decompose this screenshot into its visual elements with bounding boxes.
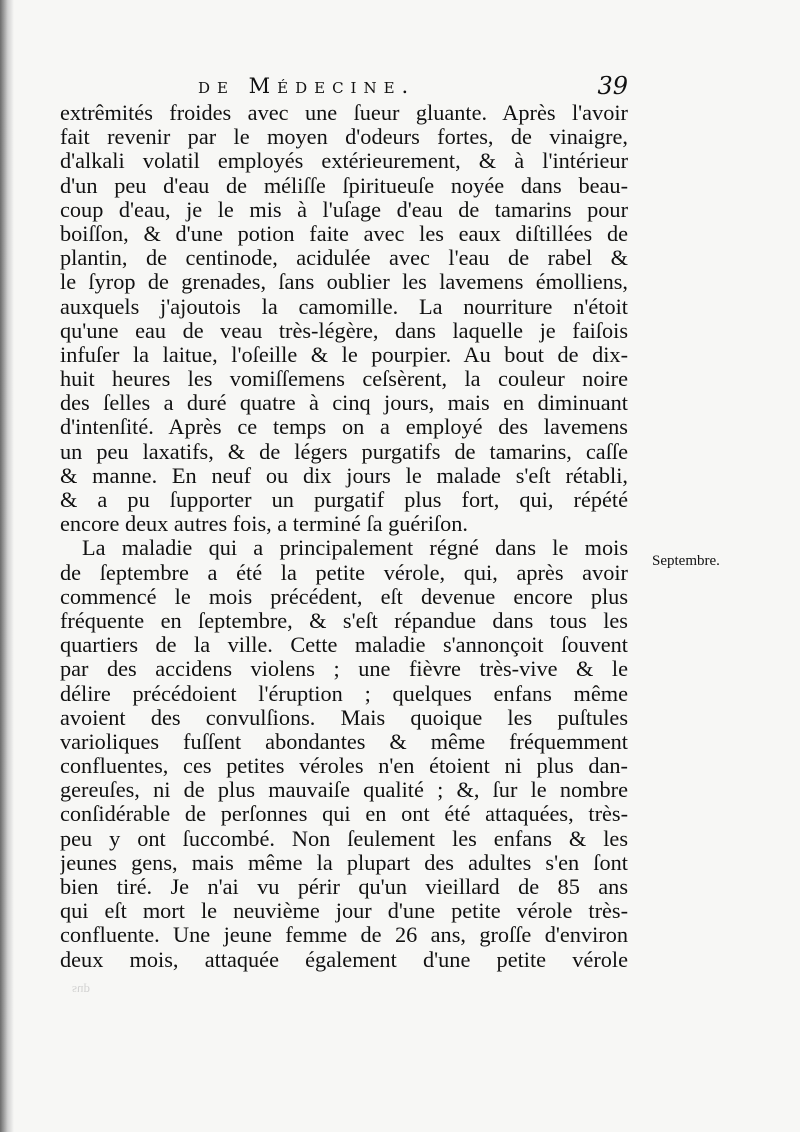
text-line: délire précédoient l'éruption ; quelques enfans même	[60, 681, 628, 706]
text-line: commencé le mois précédent, eſt devenue encore plus	[60, 584, 628, 609]
text-line: confluentes, ces petites véroles n'en étoient ni plus dan-	[60, 754, 628, 779]
text-line: boiſſon, & d'une potion faite avec les eaux diſtillées de	[60, 221, 628, 246]
text-line: de ſeptembre a été la petite vérole, qui, après avoir	[60, 560, 628, 585]
text-line: un peu laxatifs, & de légers purgatifs de tamarins, caſſe	[60, 439, 628, 464]
text-line: deux mois, attaquée également d'une petite vérole	[60, 947, 628, 972]
text-line: extrêmités froides avec une ſueur gluante. Après l'avoir	[60, 101, 628, 125]
body-text	[60, 101, 628, 972]
text-line: d'alkali volatil employés extérieurement, & à l'intérieur	[60, 149, 628, 174]
text-line: conſidérable de perſonnes qui en ont été attaquées, très-	[60, 802, 628, 827]
text-line: le ſyrop de grenades, ſans oublier les lavemens émolliens,	[60, 270, 628, 295]
text-line: infuſer la laitue, l'oſeille & le pourpier. Au bout de dix-	[60, 342, 628, 367]
text-line: huit heures les vomiſſemens ceſsèrent, la couleur noire	[60, 367, 628, 392]
text-line: coup d'eau, je le mis à l'uſage d'eau de tamarins pour	[60, 197, 628, 222]
text-line: des ſelles a duré quatre à cinq jours, mais en diminuant	[60, 391, 628, 416]
text-line: & manne. En neuf ou dix jours le malade s'eſt rétabli,	[60, 463, 628, 488]
text-line: peu y ont ſuccombé. Non ſeulement les enfans & les	[60, 826, 628, 851]
text-line: avoient des convulſions. Mais quoique les puſtules	[60, 705, 628, 730]
running-head: de Médecine.	[198, 74, 416, 98]
page-header	[60, 74, 628, 104]
text-line: varioliques fuſſent abondantes & même fréquemment	[60, 729, 628, 754]
text-line: qu'une eau de veau très-légère, dans laquelle je faiſois	[60, 318, 628, 343]
bleed-through-text: sup	[72, 983, 91, 998]
text-line: jeunes gens, mais même la plupart des adultes s'en ſont	[60, 850, 628, 875]
text-line: d'un peu d'eau de méliſſe ſpiritueuſe noyée dans beau-	[60, 173, 628, 198]
paragraph-end-line: encore deux autres fois, a terminé ſa guériſon.	[60, 512, 468, 537]
text-line: fait revenir par le moyen d'odeurs fortes, de vinaigre,	[60, 125, 628, 150]
text-line: quartiers de la ville. Cette maladie s'annonçoit ſouvent	[60, 633, 628, 658]
page-number: 39	[597, 72, 628, 100]
paragraph-start-line: La maladie qui a principalement régné dans le mois	[82, 536, 628, 561]
text-line: qui eſt mort le neuvième jour d'une petite vérole très-	[60, 899, 628, 924]
text-line: bien tiré. Je n'ai vu périr qu'un vieillard de 85 ans	[60, 875, 628, 899]
text-line: gereuſes, ni de plus mauvaiſe qualité ; &, ſur le nombre	[60, 778, 628, 803]
text-line: d'intenſité. Après ce temps on a employé des lavemens	[60, 415, 628, 440]
text-line: par des accidens violens ; une fièvre très-vive & le	[60, 657, 628, 682]
text-line: fréquente en ſeptembre, & s'eſt répandue dans tous les	[60, 608, 628, 633]
text-line: & a pu ſupporter un purgatif plus fort, qui, répété	[60, 488, 628, 512]
page-gutter-shadow	[0, 0, 14, 1132]
text-line: auxquels j'ajoutois la camomille. La nourriture n'étoit	[60, 294, 628, 319]
margin-note: Septembre.	[652, 553, 720, 569]
text-line: plantin, de centinode, acidulée avec l'eau de rabel &	[60, 246, 628, 271]
text-line: confluente. Une jeune femme de 26 ans, groſſe d'environ	[60, 923, 628, 948]
